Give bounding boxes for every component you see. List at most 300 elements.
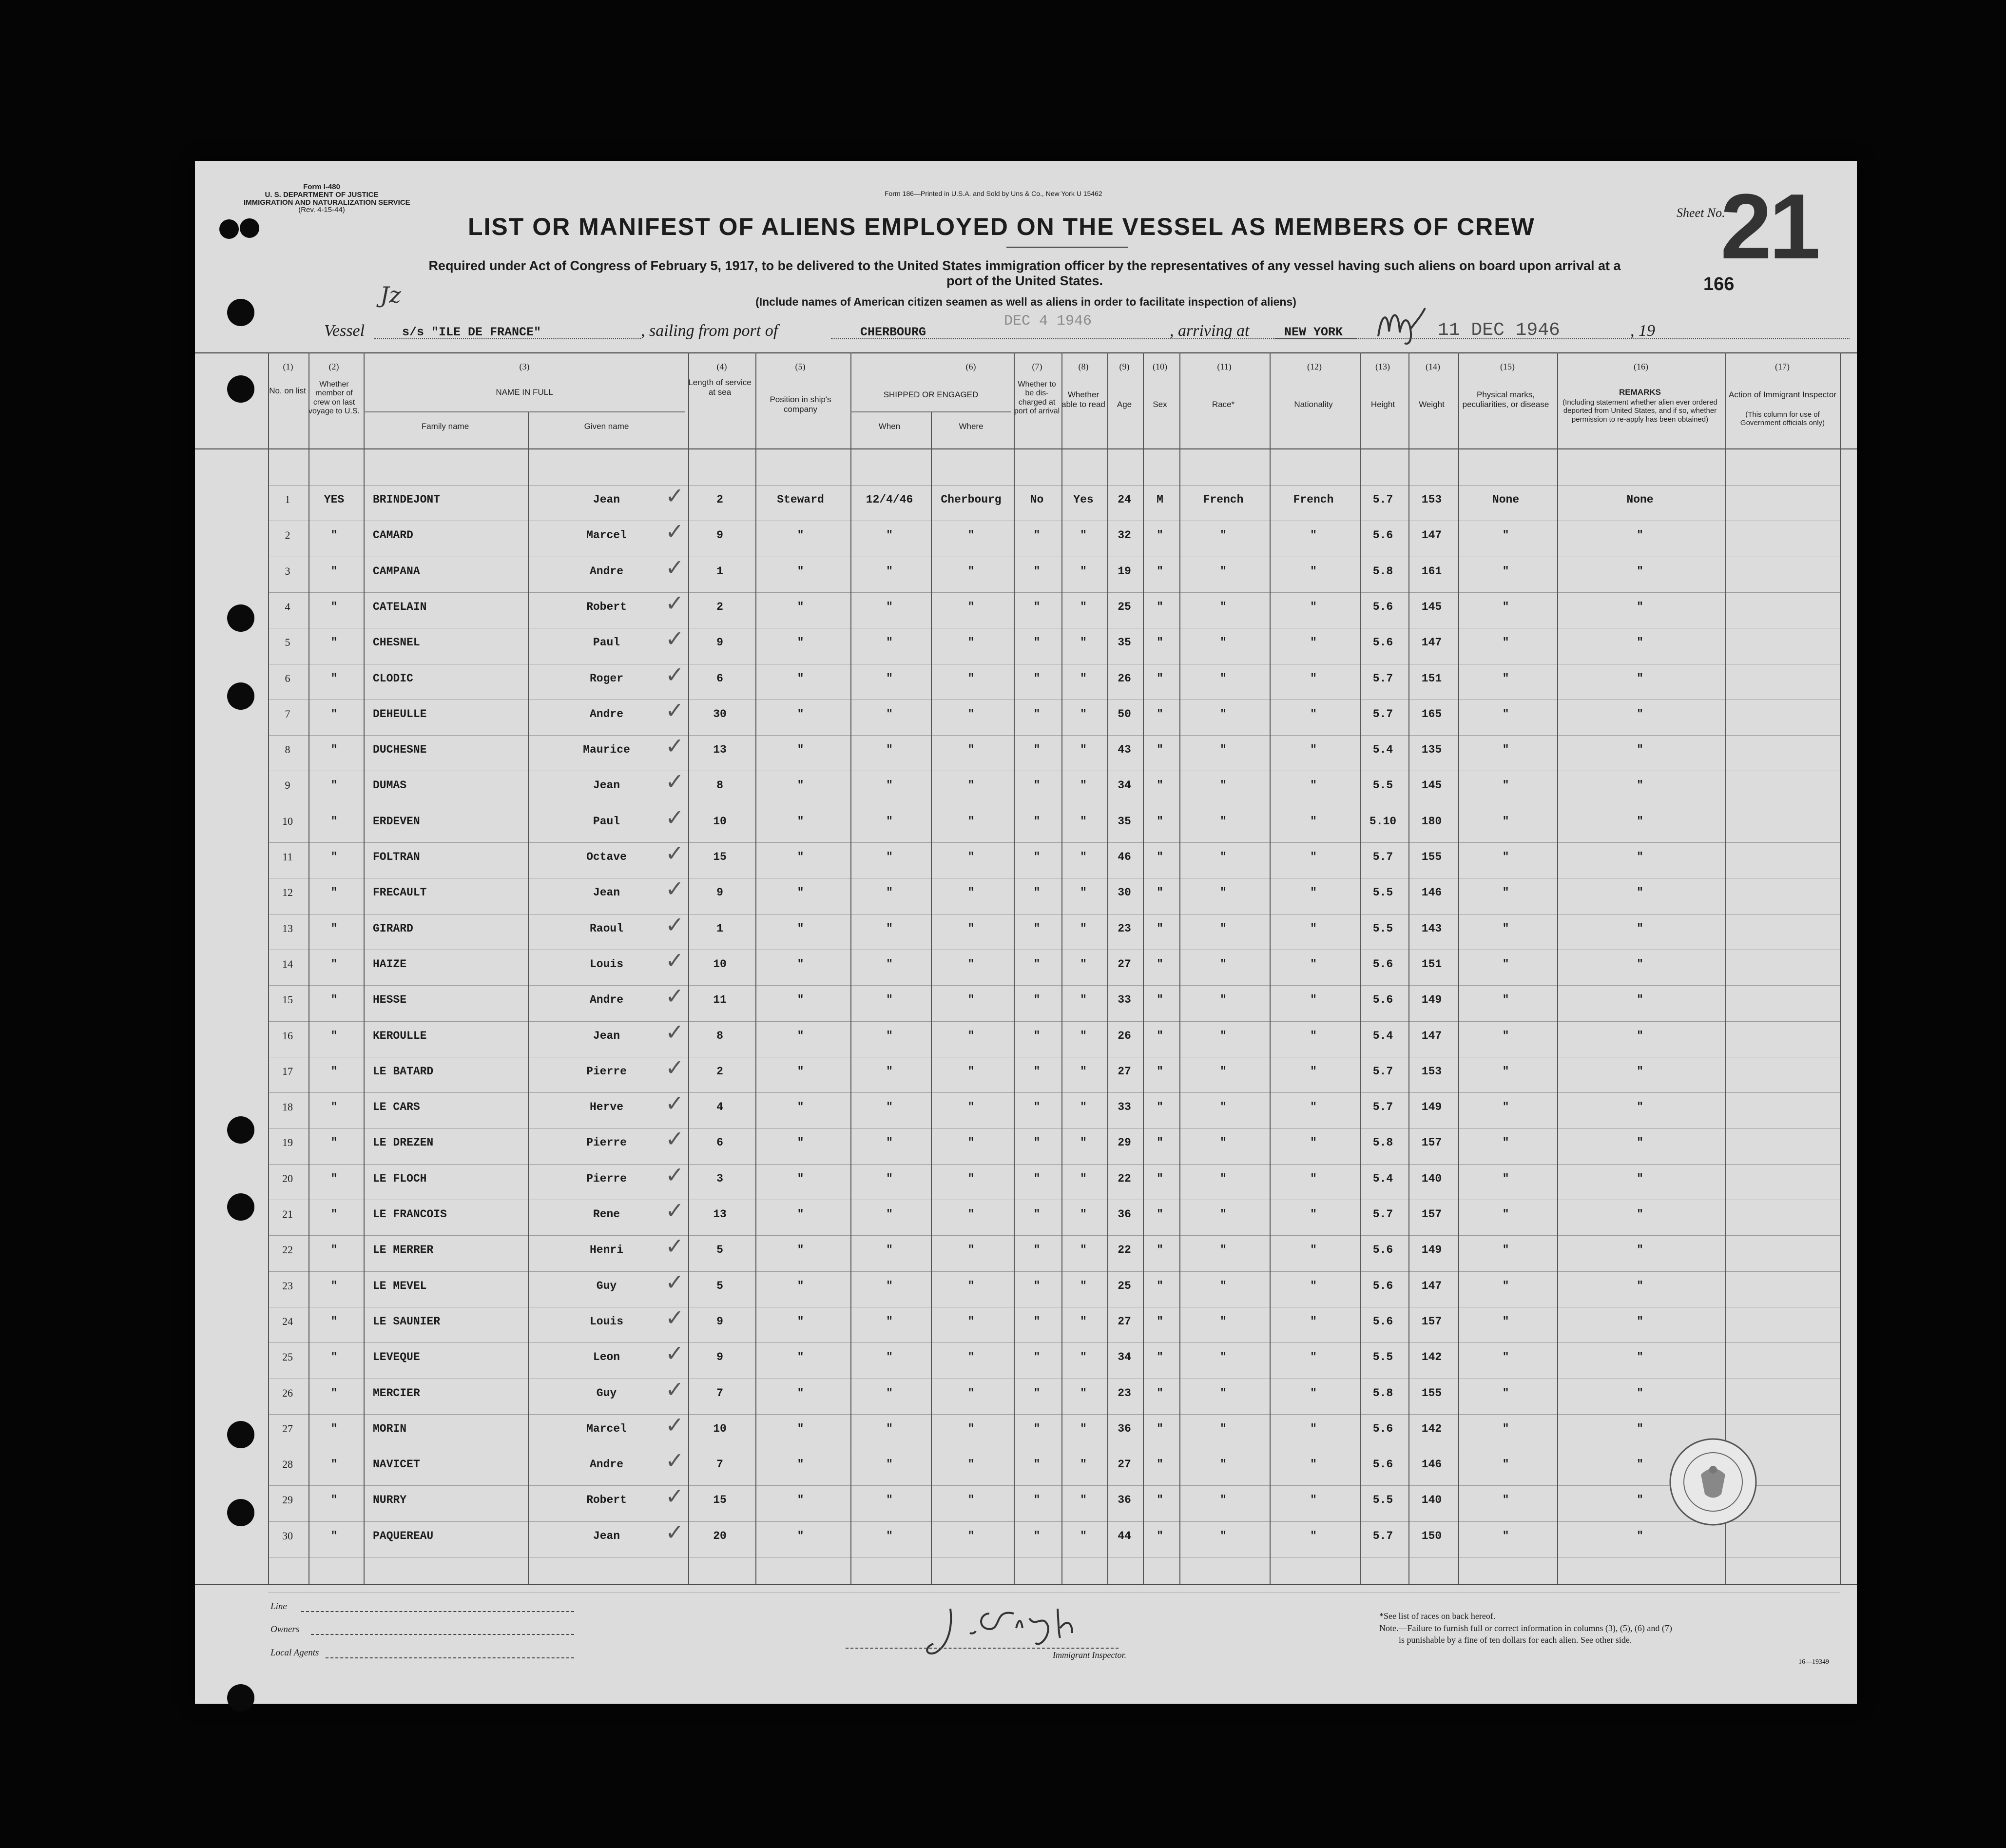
- race-cell: ": [1220, 672, 1227, 685]
- row-rule: [268, 485, 1840, 486]
- punch-hole: [227, 375, 254, 403]
- shipped-where-cell: ": [967, 1244, 975, 1256]
- given-name-cell: Raoul: [589, 922, 623, 935]
- nationality-cell: ": [1310, 1244, 1317, 1256]
- remarks-cell: None: [1626, 493, 1654, 506]
- nationality-cell: ": [1310, 708, 1317, 720]
- prev-voyage-cell: ": [330, 565, 338, 578]
- family-name-cell: CAMPANA: [373, 565, 420, 578]
- shipped-where-cell: ": [967, 601, 975, 613]
- sheet-label: Sheet No.: [1677, 206, 1725, 220]
- shipped-when-cell: ": [886, 851, 893, 863]
- nationality-cell: ": [1310, 672, 1317, 685]
- family-name-cell: DUMAS: [373, 779, 407, 792]
- shipped-when-cell: ": [886, 743, 893, 756]
- height-cell: 5.5: [1372, 1494, 1393, 1506]
- read-cell: ": [1080, 1494, 1087, 1506]
- penalty-note-1: Note.—Failure to furnish full or correct information in columns (3), (5), (6) and (7): [1379, 1623, 1672, 1633]
- check-mark-icon: ✓: [665, 1483, 684, 1509]
- nationality-cell: ": [1310, 601, 1317, 613]
- prev-voyage-cell: ": [330, 1208, 338, 1221]
- read-cell: ": [1080, 1351, 1087, 1363]
- discharged-cell: ": [1033, 672, 1041, 685]
- sex-cell: ": [1157, 779, 1163, 792]
- family-name-cell: LE SAUNIER: [373, 1315, 441, 1328]
- shipped-where-cell: ": [967, 1530, 975, 1542]
- weight-cell: 145: [1421, 601, 1442, 613]
- service-name: IMMIGRATION AND NATURALIZATION SERVICE: [244, 198, 410, 207]
- weight-cell: 146: [1421, 1458, 1442, 1471]
- position-cell: ": [797, 565, 804, 578]
- prev-voyage-cell: ": [330, 529, 338, 542]
- given-name-cell: Herve: [589, 1101, 623, 1113]
- check-mark-icon: ✓: [665, 1412, 684, 1438]
- physical-marks-cell: ": [1502, 1208, 1509, 1221]
- nationality-cell: ": [1310, 1136, 1317, 1149]
- physical-marks-cell: ": [1502, 922, 1509, 935]
- shipped-where-cell: Cherbourg: [941, 493, 1002, 506]
- service-cell: 2: [716, 493, 723, 506]
- position-cell: ": [797, 636, 804, 649]
- given-name-cell: Pierre: [586, 1065, 627, 1078]
- family-name-cell: LE BATARD: [373, 1065, 434, 1078]
- shipped-where-cell: ": [967, 636, 975, 649]
- height-cell: 5.8: [1372, 1136, 1393, 1149]
- age-cell: 43: [1118, 743, 1131, 756]
- age-cell: 36: [1118, 1494, 1131, 1506]
- remarks-cell: ": [1637, 1030, 1643, 1042]
- table-top-rule: [195, 352, 1857, 353]
- nationality-cell: ": [1310, 1065, 1317, 1078]
- shipped-when-cell: ": [886, 815, 893, 828]
- read-cell: ": [1080, 1315, 1087, 1328]
- physical-marks-cell: ": [1502, 708, 1509, 720]
- service-cell: 20: [713, 1530, 727, 1542]
- age-cell: 25: [1118, 601, 1131, 613]
- sex-cell: ": [1157, 1172, 1163, 1185]
- service-cell: 6: [716, 1136, 723, 1149]
- given-name-cell: Jean: [593, 886, 620, 899]
- age-cell: 23: [1118, 922, 1131, 935]
- check-mark-icon: ✓: [665, 1376, 684, 1402]
- position-cell: ": [797, 779, 804, 792]
- column-number: (2): [328, 362, 339, 371]
- shipped-when-cell: ": [886, 1280, 893, 1292]
- family-name-cell: NURRY: [373, 1494, 407, 1506]
- row-number: 17: [282, 1065, 293, 1077]
- remarks-cell: ": [1637, 1458, 1643, 1471]
- shipped-where-cell: ": [967, 1387, 975, 1400]
- row-number: 8: [285, 743, 290, 756]
- col-no-header: No. on list: [269, 386, 306, 395]
- discharged-cell: ": [1033, 1530, 1041, 1542]
- physical-marks-cell: ": [1502, 601, 1509, 613]
- family-name-cell: DUCHESNE: [373, 743, 427, 756]
- nationality-cell: ": [1310, 1494, 1317, 1506]
- age-cell: 33: [1118, 1101, 1131, 1113]
- col-where-header: Where: [959, 422, 984, 431]
- handwritten-initials: Jz: [380, 282, 401, 308]
- shipped-where-cell: ": [967, 815, 975, 828]
- sex-cell: ": [1157, 708, 1163, 720]
- check-mark-icon: ✓: [665, 804, 684, 831]
- row-number: 25: [282, 1351, 293, 1363]
- check-mark-icon: ✓: [665, 1019, 684, 1045]
- discharged-cell: ": [1033, 851, 1041, 863]
- year-label: , 19: [1630, 322, 1655, 340]
- physical-marks-cell: ": [1502, 815, 1509, 828]
- check-mark-icon: ✓: [665, 875, 684, 902]
- col-service-header: Length of service at sea: [688, 378, 752, 397]
- age-cell: 23: [1118, 1387, 1131, 1400]
- weight-cell: 143: [1421, 922, 1442, 935]
- shipped-where-cell: ": [967, 1280, 975, 1292]
- physical-marks-cell: ": [1502, 886, 1509, 899]
- row-number: 11: [282, 851, 293, 863]
- age-cell: 22: [1118, 1244, 1131, 1256]
- shipped-where-cell: ": [967, 1065, 975, 1078]
- read-cell: ": [1080, 1208, 1087, 1221]
- read-cell: ": [1080, 565, 1087, 578]
- nationality-cell: ": [1310, 886, 1317, 899]
- shipped-where-cell: ": [967, 1030, 975, 1042]
- sex-cell: ": [1157, 743, 1163, 756]
- family-name-cell: DEHEULLE: [373, 708, 427, 720]
- weight-cell: 140: [1421, 1172, 1442, 1185]
- shipped-where-cell: ": [967, 958, 975, 971]
- position-cell: Steward: [777, 493, 824, 506]
- subtitle-line-1: Required under Act of Congress of February 5, 1917, to be delivered to the United States immigration officer by the representatives of any vessel having such aliens on board upon arrival at a: [428, 258, 1621, 273]
- physical-marks-cell: ": [1502, 779, 1509, 792]
- physical-marks-cell: ": [1502, 1136, 1509, 1149]
- row-number: 19: [282, 1136, 293, 1148]
- prev-voyage-cell: ": [330, 1136, 338, 1149]
- service-cell: 13: [713, 1208, 727, 1221]
- remarks-cell: ": [1637, 993, 1643, 1006]
- row-rule: [268, 842, 1840, 843]
- race-cell: ": [1220, 779, 1227, 792]
- nationality-cell: ": [1310, 1458, 1317, 1471]
- position-cell: ": [797, 1387, 804, 1400]
- discharged-cell: ": [1033, 1208, 1041, 1221]
- column-number: (16): [1634, 362, 1648, 371]
- shipped-when-cell: ": [886, 922, 893, 935]
- race-cell: ": [1220, 1530, 1227, 1542]
- race-cell: French: [1203, 493, 1244, 506]
- age-cell: 30: [1118, 886, 1131, 899]
- sex-cell: ": [1157, 886, 1163, 899]
- read-cell: ": [1080, 1387, 1087, 1400]
- weight-cell: 149: [1421, 1101, 1442, 1113]
- shipped-when-cell: ": [886, 993, 893, 1006]
- service-cell: 13: [713, 743, 727, 756]
- race-cell: ": [1220, 1101, 1227, 1113]
- service-cell: 3: [716, 1172, 723, 1185]
- height-cell: 5.6: [1372, 1458, 1393, 1471]
- race-cell: ": [1220, 1136, 1227, 1149]
- check-mark-icon: ✓: [665, 947, 684, 973]
- race-cell: ": [1220, 1315, 1227, 1328]
- family-name-cell: MORIN: [373, 1422, 407, 1435]
- height-cell: 5.6: [1372, 1280, 1393, 1292]
- remarks-cell: ": [1637, 672, 1643, 685]
- position-cell: ": [797, 886, 804, 899]
- form-id-block: [244, 183, 410, 214]
- shipped-when-cell: ": [886, 1172, 893, 1185]
- physical-marks-cell: ": [1502, 529, 1509, 542]
- position-cell: ": [797, 708, 804, 720]
- column-number: (11): [1217, 362, 1232, 371]
- discharged-cell: ": [1033, 779, 1041, 792]
- row-number: 9: [285, 779, 290, 791]
- weight-cell: 153: [1421, 493, 1442, 506]
- shipped-when-cell: ": [886, 636, 893, 649]
- shipped-when-cell: ": [886, 1315, 893, 1328]
- col-read-header: Whether able to read: [1061, 390, 1105, 409]
- column-number: (10): [1153, 362, 1167, 371]
- physical-marks-cell: ": [1502, 1387, 1509, 1400]
- weight-cell: 180: [1421, 815, 1442, 828]
- race-cell: ": [1220, 1065, 1227, 1078]
- col-discharged-header: Whether to be dis- charged at port of arrival: [1014, 380, 1060, 416]
- read-cell: ": [1080, 1136, 1087, 1149]
- weight-cell: 147: [1421, 1280, 1442, 1292]
- prev-voyage-cell: ": [330, 1315, 338, 1328]
- prev-voyage-cell: YES: [324, 493, 345, 506]
- race-cell: ": [1220, 1208, 1227, 1221]
- family-name-cell: ERDEVEN: [373, 815, 420, 828]
- service-cell: 1: [716, 922, 723, 935]
- page-number: 166: [1703, 274, 1735, 294]
- service-cell: 5: [716, 1280, 723, 1292]
- sex-cell: ": [1157, 1136, 1163, 1149]
- position-cell: ": [797, 1065, 804, 1078]
- check-mark-icon: ✓: [665, 661, 684, 688]
- arrival-port: NEW YORK: [1284, 325, 1343, 339]
- row-rule: [268, 735, 1840, 736]
- nationality-cell: ": [1310, 922, 1317, 935]
- physical-marks-cell: ": [1502, 1458, 1509, 1471]
- sex-cell: ": [1157, 1065, 1163, 1078]
- sex-cell: ": [1157, 1244, 1163, 1256]
- column-number: (6): [965, 362, 976, 371]
- position-cell: ": [797, 1101, 804, 1113]
- row-rule: [268, 1485, 1840, 1486]
- row-number: 15: [282, 993, 293, 1006]
- discharged-cell: ": [1033, 1136, 1041, 1149]
- row-number: 5: [285, 636, 290, 648]
- age-cell: 27: [1118, 1315, 1131, 1328]
- discharged-cell: ": [1033, 708, 1041, 720]
- position-cell: ": [797, 958, 804, 971]
- check-mark-icon: ✓: [665, 1519, 684, 1545]
- shipped-when-cell: ": [886, 565, 893, 578]
- service-cell: 2: [716, 601, 723, 613]
- weight-cell: 157: [1421, 1208, 1442, 1221]
- discharged-cell: ": [1033, 815, 1041, 828]
- family-name-cell: PAQUEREAU: [373, 1530, 434, 1542]
- physical-marks-cell: None: [1492, 493, 1520, 506]
- shipped-when-cell: ": [886, 1458, 893, 1471]
- weight-cell: 157: [1421, 1315, 1442, 1328]
- race-cell: ": [1220, 993, 1227, 1006]
- weight-cell: 140: [1421, 1494, 1442, 1506]
- discharged-cell: ": [1033, 1065, 1041, 1078]
- consulate-seal: [1667, 1436, 1759, 1528]
- check-mark-icon: ✓: [665, 1340, 684, 1366]
- prev-voyage-cell: ": [330, 1101, 338, 1113]
- remarks-cell: ": [1637, 1208, 1643, 1221]
- row-rule: [268, 1521, 1840, 1522]
- age-cell: 34: [1118, 779, 1131, 792]
- weight-cell: 149: [1421, 993, 1442, 1006]
- check-mark-icon: ✓: [665, 733, 684, 759]
- given-name-cell: Andre: [589, 993, 623, 1006]
- prev-voyage-cell: ": [330, 1458, 338, 1471]
- read-cell: ": [1080, 636, 1087, 649]
- vessel-name: s/s "ILE DE FRANCE": [402, 325, 541, 339]
- family-name-cell: FRECAULT: [373, 886, 427, 899]
- line-label: Line: [270, 1601, 287, 1612]
- revision: (Rev. 4-15-44): [298, 206, 345, 214]
- race-cell: ": [1220, 601, 1227, 613]
- table-bottom-rule: [195, 1584, 1857, 1585]
- nationality-cell: ": [1310, 1351, 1317, 1363]
- include-note: (Include names of American citizen seamen as well as aliens in order to facilitate inspection of aliens): [755, 295, 1296, 308]
- read-cell: ": [1080, 1101, 1087, 1113]
- physical-marks-cell: ": [1502, 958, 1509, 971]
- shipped-where-cell: ": [967, 565, 975, 578]
- shipped-when-cell: ": [886, 529, 893, 542]
- sex-cell: ": [1157, 1315, 1163, 1328]
- row-number: 1: [285, 493, 290, 506]
- inspector-label: Immigrant Inspector.: [1053, 1650, 1126, 1660]
- nationality-cell: ": [1310, 636, 1317, 649]
- family-name-cell: LE FRANCOIS: [373, 1208, 447, 1221]
- remarks-cell: ": [1637, 529, 1643, 542]
- punch-hole: [219, 219, 239, 239]
- service-cell: 10: [713, 958, 727, 971]
- race-cell: ": [1220, 529, 1227, 542]
- position-cell: ": [797, 672, 804, 685]
- age-cell: 36: [1118, 1208, 1131, 1221]
- sex-cell: ": [1157, 993, 1163, 1006]
- row-number: 3: [285, 565, 290, 577]
- height-cell: 5.6: [1372, 601, 1393, 613]
- shipped-where-cell: ": [967, 1458, 975, 1471]
- penalty-note-2: is punishable by a fine of ten dollars for each alien. See other side.: [1399, 1635, 1632, 1645]
- read-cell: ": [1080, 1458, 1087, 1471]
- service-cell: 15: [713, 851, 727, 863]
- col-remarks-note: (Including statement whether alien ever ordered deported from United States, and if so, whether permission to re-apply has been obtained): [1562, 398, 1717, 424]
- physical-marks-cell: ": [1502, 1422, 1509, 1435]
- shipped-when-cell: ": [886, 886, 893, 899]
- physical-marks-cell: ": [1502, 743, 1509, 756]
- race-cell: ": [1220, 1172, 1227, 1185]
- shipped-when-cell: ": [886, 1494, 893, 1506]
- col-position-header: Position in ship's company: [770, 395, 831, 414]
- remarks-cell: ": [1637, 886, 1643, 899]
- race-cell: ": [1220, 958, 1227, 971]
- discharged-cell: ": [1033, 993, 1041, 1006]
- race-cell: ": [1220, 1494, 1227, 1506]
- sex-cell: ": [1157, 1101, 1163, 1113]
- check-mark-icon: ✓: [665, 1304, 684, 1331]
- height-cell: 5.5: [1372, 922, 1393, 935]
- row-rule: [268, 1021, 1840, 1022]
- physical-marks-cell: ": [1502, 1315, 1509, 1328]
- height-cell: 5.6: [1372, 529, 1393, 542]
- shipped-when-cell: ": [886, 1065, 893, 1078]
- nationality-cell: ": [1310, 851, 1317, 863]
- prev-voyage-cell: ": [330, 1387, 338, 1400]
- height-cell: 5.4: [1372, 743, 1393, 756]
- position-cell: ": [797, 529, 804, 542]
- shipped-where-cell: ": [967, 529, 975, 542]
- given-name-cell: Leon: [593, 1351, 620, 1363]
- remarks-cell: ": [1637, 1244, 1643, 1256]
- read-cell: ": [1080, 1530, 1087, 1542]
- physical-marks-cell: ": [1502, 1172, 1509, 1185]
- departure-stamp: DEC 4 1946: [1004, 313, 1092, 330]
- row-rule: [268, 1414, 1840, 1415]
- sex-cell: ": [1157, 1351, 1163, 1363]
- height-cell: 5.7: [1372, 1530, 1393, 1542]
- physical-marks-cell: ": [1502, 851, 1509, 863]
- shipped-when-cell: ": [886, 1101, 893, 1113]
- nationality-cell: ": [1310, 1387, 1317, 1400]
- service-cell: 9: [716, 636, 723, 649]
- family-name-cell: LE DREZEN: [373, 1136, 434, 1149]
- punch-hole: [227, 299, 254, 326]
- given-name-cell: Louis: [589, 1315, 623, 1328]
- check-mark-icon: ✓: [665, 1090, 684, 1116]
- service-cell: 9: [716, 1351, 723, 1363]
- prev-voyage-cell: ": [330, 1351, 338, 1363]
- physical-marks-cell: ": [1502, 1244, 1509, 1256]
- height-cell: 5.7: [1372, 1208, 1393, 1221]
- service-cell: 9: [716, 886, 723, 899]
- age-cell: 29: [1118, 1136, 1131, 1149]
- shipped-when-cell: ": [886, 601, 893, 613]
- form-title: LIST OR MANIFEST OF ALIENS EMPLOYED ON THE VESSEL AS MEMBERS OF CREW: [468, 213, 1535, 240]
- shipped-when-cell: 12/4/46: [866, 493, 913, 506]
- position-cell: ": [797, 743, 804, 756]
- remarks-cell: ": [1637, 601, 1643, 613]
- discharged-cell: ": [1033, 1494, 1041, 1506]
- remarks-cell: ": [1637, 1494, 1643, 1506]
- sex-cell: ": [1157, 1030, 1163, 1042]
- punch-hole: [227, 1421, 254, 1448]
- remarks-cell: ": [1637, 1315, 1643, 1328]
- department: U. S. DEPARTMENT OF JUSTICE: [265, 190, 379, 199]
- check-mark-icon: ✓: [665, 768, 684, 795]
- discharged-cell: ": [1033, 1172, 1041, 1185]
- remarks-cell: ": [1637, 851, 1643, 863]
- height-cell: 5.6: [1372, 1315, 1393, 1328]
- nationality-cell: French: [1293, 493, 1334, 506]
- shipped-when-cell: ": [886, 958, 893, 971]
- row-number: 29: [282, 1494, 293, 1506]
- line-rule: [301, 1611, 574, 1612]
- remarks-cell: ": [1637, 636, 1643, 649]
- height-cell: 5.7: [1372, 851, 1393, 863]
- printer-line: Form 186—Printed in U.S.A. and Sold by Uns & Co., New York U 15462: [885, 190, 1102, 197]
- col-sex-header: Sex: [1153, 400, 1167, 409]
- sex-cell: ": [1157, 565, 1163, 578]
- nationality-cell: ": [1310, 743, 1317, 756]
- given-name-cell: Paul: [593, 636, 620, 649]
